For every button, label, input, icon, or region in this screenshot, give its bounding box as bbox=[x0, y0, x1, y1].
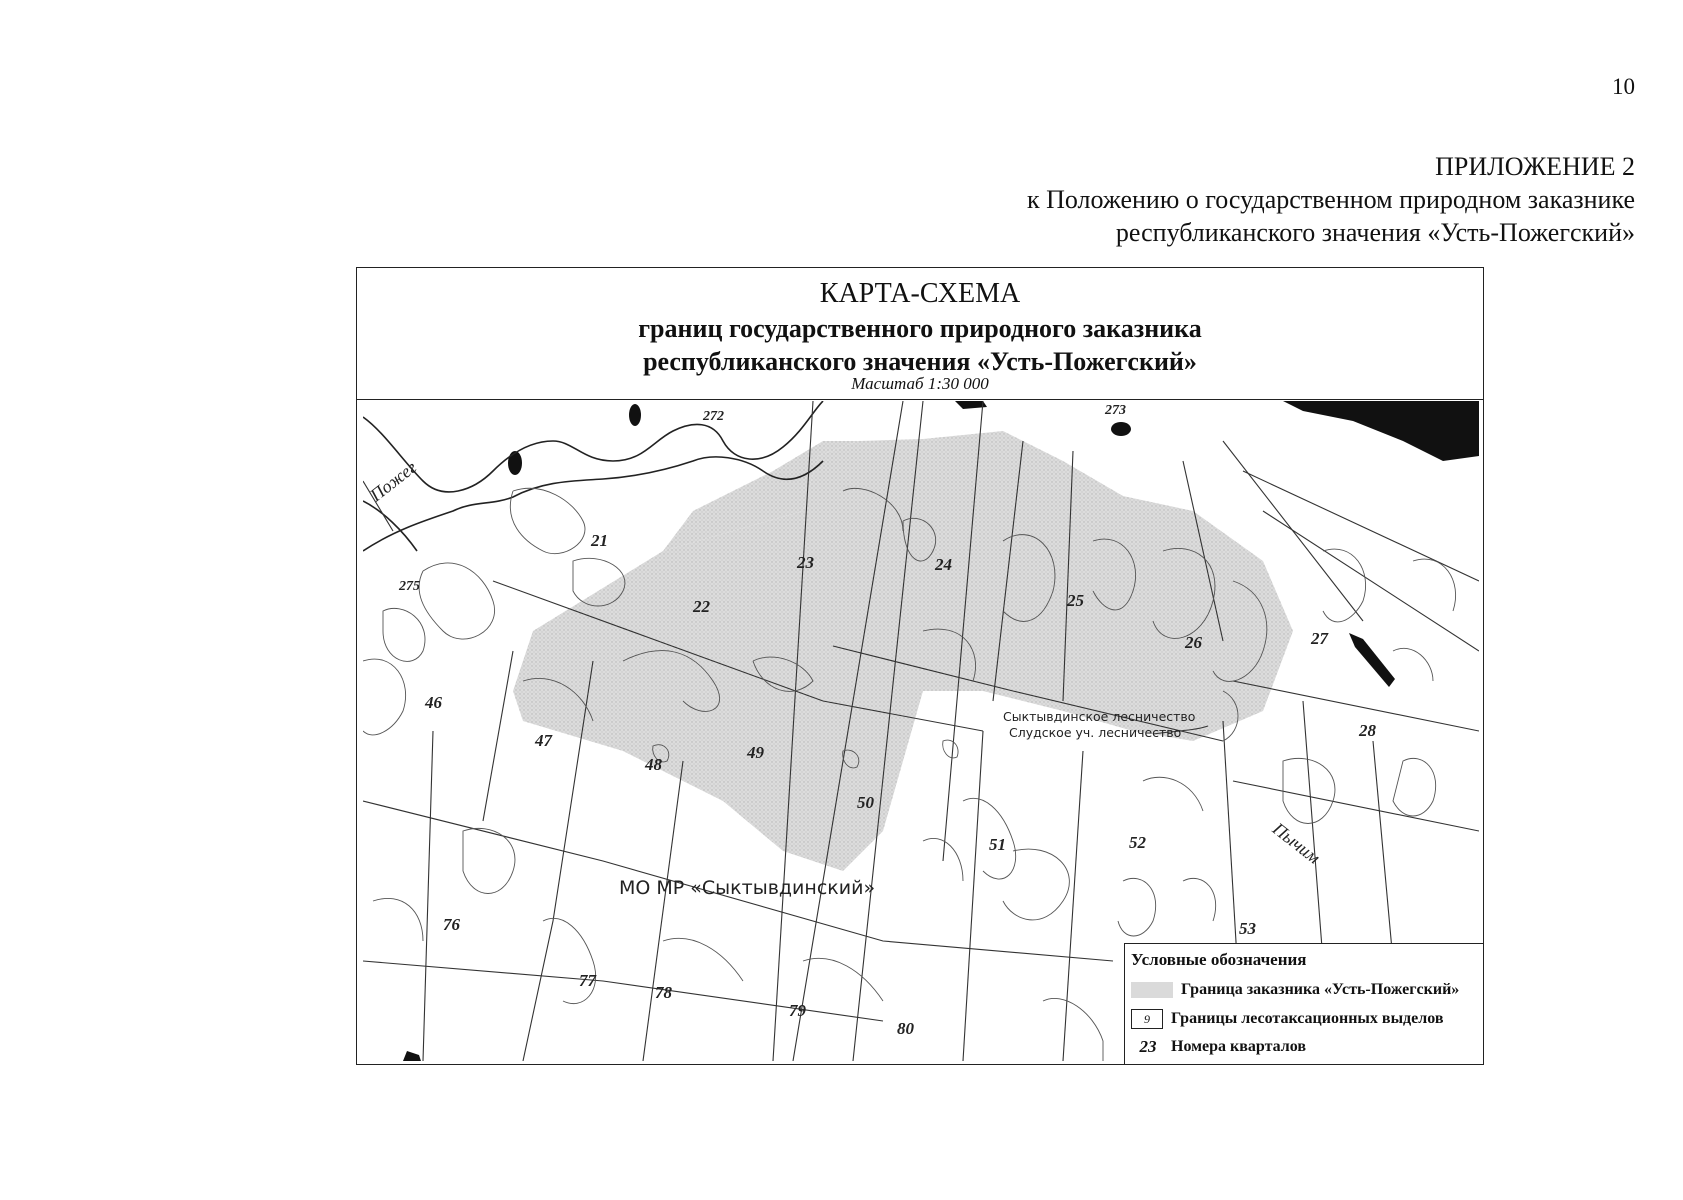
appendix-subtitle-2: республиканского значения «Усть-Пожегский» bbox=[1115, 218, 1635, 247]
lake-3 bbox=[1111, 422, 1131, 436]
quarter-26: 26 bbox=[1185, 633, 1202, 652]
quarter-79: 79 bbox=[789, 1001, 806, 1020]
quarter-48: 48 bbox=[645, 755, 662, 774]
quarter-47: 47 bbox=[535, 731, 552, 750]
legend-row-reserve bbox=[1131, 978, 1459, 1002]
quarter-77: 77 bbox=[579, 971, 596, 990]
quarter-46: 46 bbox=[425, 693, 442, 712]
page-number: 10 bbox=[1612, 74, 1635, 99]
quarter-number-sample: 23 bbox=[1139, 1037, 1157, 1056]
quarter-273: 273 bbox=[1105, 403, 1126, 418]
quarter-22: 22 bbox=[693, 597, 710, 616]
map-title: КАРТА-СХЕМА bbox=[819, 278, 1021, 309]
lake-1 bbox=[508, 451, 522, 475]
map-subtitle-2: республиканского значения «Усть-Пожегский» bbox=[643, 347, 1197, 376]
quarter-24: 24 bbox=[935, 555, 952, 574]
forestry-label-1: Сыктывдинское лесничество bbox=[1003, 709, 1196, 724]
quarter-49: 49 bbox=[747, 743, 764, 762]
quarter-28: 28 bbox=[1359, 721, 1376, 740]
legend-row-quarters bbox=[1131, 1035, 1306, 1059]
municipality-label: МО МР «Сыктывдинский» bbox=[619, 877, 876, 899]
appendix-subtitle-1: к Положению о государственном природном заказнике bbox=[1026, 185, 1635, 214]
map-subtitle-1: границ государственного природного заказника bbox=[638, 314, 1202, 343]
quarter-27: 27 bbox=[1311, 629, 1328, 648]
plot-swatch: 9 bbox=[1131, 1009, 1163, 1029]
map-scale: Масштаб 1:30 000 bbox=[851, 374, 989, 393]
quarter-53: 53 bbox=[1239, 919, 1256, 938]
river-pychim-label: Пычим bbox=[1268, 818, 1324, 868]
quarter-50: 50 bbox=[857, 793, 874, 812]
quarter-78: 78 bbox=[655, 983, 672, 1002]
quarter-21: 21 bbox=[591, 531, 608, 550]
quarter-52: 52 bbox=[1129, 833, 1146, 852]
quarter-23: 23 bbox=[797, 553, 814, 572]
quarter-25: 25 bbox=[1067, 591, 1084, 610]
quarter-51: 51 bbox=[989, 835, 1006, 854]
appendix-header bbox=[1027, 150, 1635, 249]
map-legend bbox=[1124, 943, 1484, 1065]
appendix-title: ПРИЛОЖЕНИЕ 2 bbox=[1435, 152, 1635, 181]
legend-plot-label: Границы лесотаксационных выделов bbox=[1171, 1010, 1444, 1027]
legend-reserve-label: Граница заказника «Усть-Пожегский» bbox=[1181, 981, 1460, 998]
quarter-80: 80 bbox=[897, 1019, 914, 1038]
legend-quarter-label: Номера кварталов bbox=[1171, 1038, 1306, 1055]
quarter-76: 76 bbox=[443, 915, 460, 934]
reserve-area bbox=[513, 431, 1293, 871]
water-top-right bbox=[1283, 401, 1479, 461]
legend-title: Условные обозначения bbox=[1131, 950, 1307, 969]
map-title-box bbox=[357, 268, 1483, 400]
river-pozheg-label: Пожег bbox=[366, 456, 421, 506]
reserve-swatch bbox=[1131, 982, 1173, 998]
lake-bottom bbox=[403, 1051, 421, 1061]
forestry-label-2: Слудское уч. лесничество bbox=[1009, 725, 1182, 740]
stream-right bbox=[1349, 633, 1395, 687]
quarter-275: 275 bbox=[399, 579, 420, 594]
lake-2 bbox=[629, 404, 641, 426]
legend-row-plots bbox=[1131, 1007, 1443, 1031]
quarter-272: 272 bbox=[703, 409, 724, 424]
